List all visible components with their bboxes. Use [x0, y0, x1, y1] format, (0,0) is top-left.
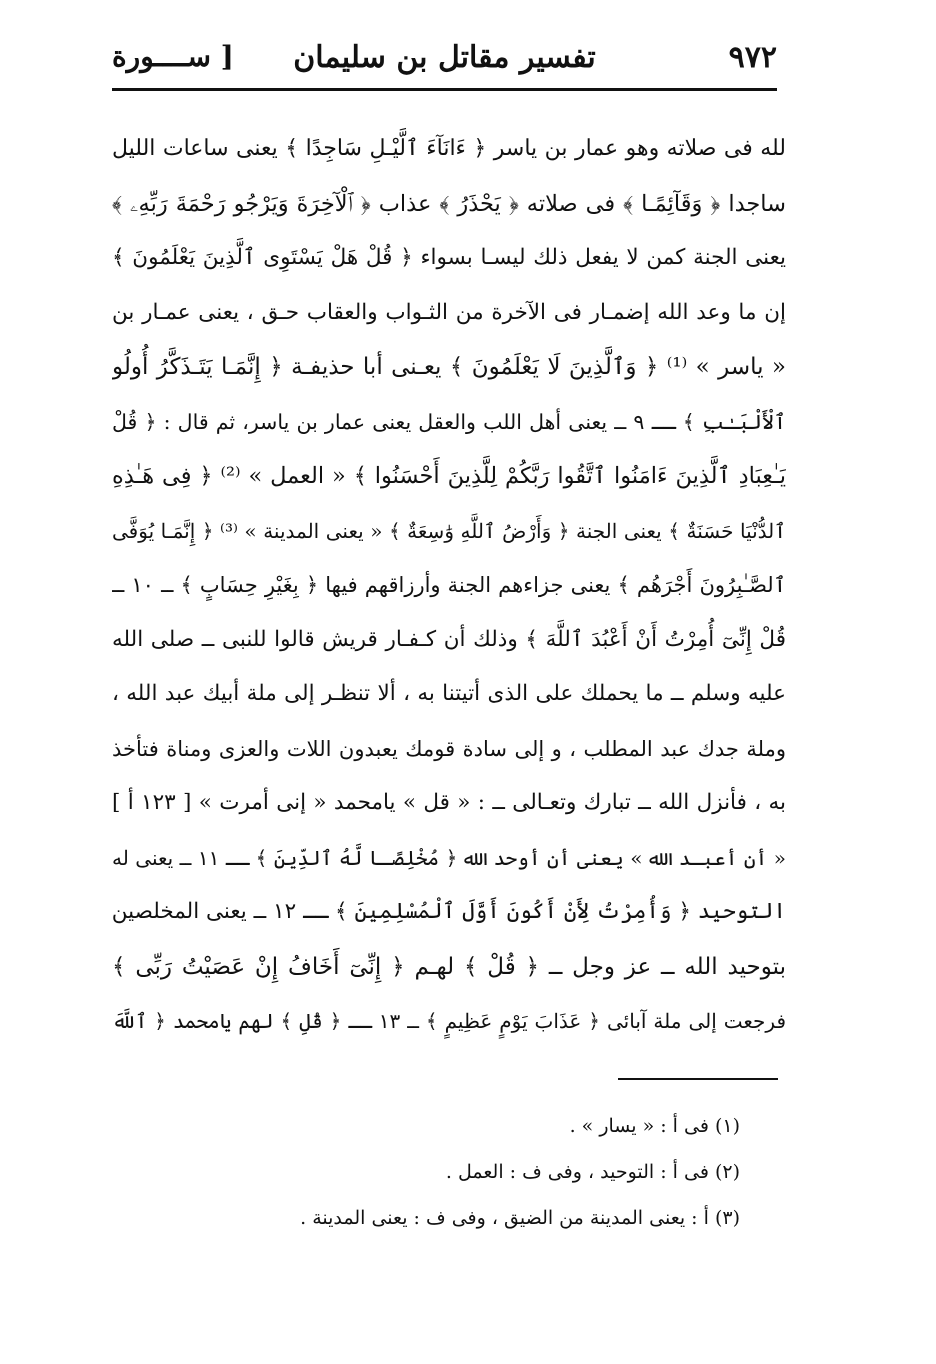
text-line: ٱلْأَلْبَـٰبِ ﴾ ــ ٩ ــ يعنى أهل اللب والعقل يعنى عمار بن ياسر، ثم قال : ﴿ قُلْ [112, 409, 786, 434]
surah-label: [ ســــورة [112, 40, 234, 73]
text-line: به ، فأنزل الله ــ تبارك وتعـالى ــ : « قل » يامحمد « إنى أمرت » [ ١٢٣ أ ] [112, 790, 786, 815]
text-line: عليه وسلم ــ ما يحملك على الذى أتيتنا به ، ألا تنظـر إلى ملة أبيك عبد الله ، [112, 681, 786, 706]
footnote: (٣) أ : يعنى المدينة من الضيق ، وفى ف : يعنى المدينة . [300, 1207, 740, 1229]
text-line: التوحيد ﴿ وَأُمِرْتُ لِأَنْ أَكُونَ أَوَّلَ ٱلْمُسْلِمِينَ ﴾ ــ ١٢ ــ يعنى المخلصين [112, 899, 786, 924]
text-line: وملة جدك عبد المطلب ، و إلى سادة قومك يعبدون اللات والعزى ومناة فتأخذ [112, 736, 786, 761]
text-line: يعنى الجنة كمن لا يفعل ذلك ليسـا بسواء ﴿ قُلْ هَلْ يَسْتَوِى ٱلَّذِينَ يَعْلَمُونَ ﴾ [112, 245, 786, 270]
text-line: إن ما وعد الله إضمـار فى الآخرة من الثـواب والعقاب حـق ، يعنى عمـار بن [112, 299, 786, 325]
footnotes [300, 1106, 740, 1244]
text-line: ٱلصَّـٰبِرُونَ أَجْرَهُم ﴾ يعنى جزاءهم الجنة وأرزاقهم فيها ﴿ بِغَيْرِ حِسَابٍ ﴾ ــ ١٠ ــ [112, 573, 786, 597]
body-text [112, 122, 786, 1049]
header-rule [112, 88, 777, 91]
text-line: ٱلدُّنْيَا حَسَنَةٌ ﴾ يعنى الجنة ﴿ وَأَرْضُ ٱللَّهِ وَٰسِعَةٌ ﴾ « يعنى المدينة » ⁽³⁾ ﴿ إِنَّمَـا يُوَفَّى [112, 518, 786, 543]
text-line: قُلْ إِنِّىٓ أُمِرْتُ أَنْ أَعْبُدَ ٱللَّهَ ﴾ وذلك أن كـفـار قريش قالوا للنبى ــ صلى الله [112, 626, 786, 652]
text-line: بتوحيد الله ــ عز وجل ــ ﴿ قُلْ ﴾ لهـم ﴿ إِنِّىٓ أَخَافُ إِنْ عَصَيْتُ رَبِّى ﴾ [112, 953, 786, 980]
text-line: « ياسر » ⁽¹⁾ ﴿ وَٱلَّذِينَ لَا يَعْلَمُونَ ﴾ يعـنى أبا حذيفـة ﴿ إِنَّمَـا يَتَـذَكَّرُ أُولُو [112, 354, 786, 380]
page-number: ٩٧٢ [728, 40, 777, 75]
text-line: لله فى صلاته وهو عمار بن ياسر ﴿ ءَانَآءَ ٱلَّيْـلِ سَاجِدًا ﴾ يعنى ساعات الليل [112, 136, 786, 161]
text-line: ساجدا ﴿ وَقَآئِمًـا ﴾ فى صلاته ﴿ يَحْذَرُ ﴾ عذاب ﴿ ٱلْآخِرَةَ وَيَرْجُو رَحْمَةَ رَبِّهِۦ ﴾ [112, 190, 786, 217]
text-line: يَـٰعِبَادِ ٱلَّذِينَ ءَامَنُوا ٱتَّقُوا رَبَّكُمْ لِلَّذِينَ أَحْسَنُوا ﴾ « العمل » ⁽²⁾ ﴿ فِى هَـٰذِهِ [112, 463, 786, 489]
footnote: (٢) فى أ : التوحيد ، وفى ف : العمل . [445, 1161, 740, 1183]
footnote: (١) فى أ : « يسار » . [569, 1115, 740, 1137]
book-title: تفسير مقاتل بن سليمان [293, 40, 596, 75]
text-line: « أن أعبـد الله » يعنى أن أوحد الله ﴿ مُخْلِصًـا لَّهُ ٱلدِّينَ ﴾ ــ ١١ ــ يعنى له [112, 845, 786, 870]
footnote-rule [618, 1078, 778, 1080]
running-header [112, 30, 777, 88]
text-line: فرجعت إلى ملة آبائى ﴿ عَذَابَ يَوْمٍ عَظِيمٍ ﴾ ــ ١٣ ــ ﴿ قُلِ ﴾ لهم يامحمد ﴿ ٱللَّهَ [112, 1009, 786, 1033]
